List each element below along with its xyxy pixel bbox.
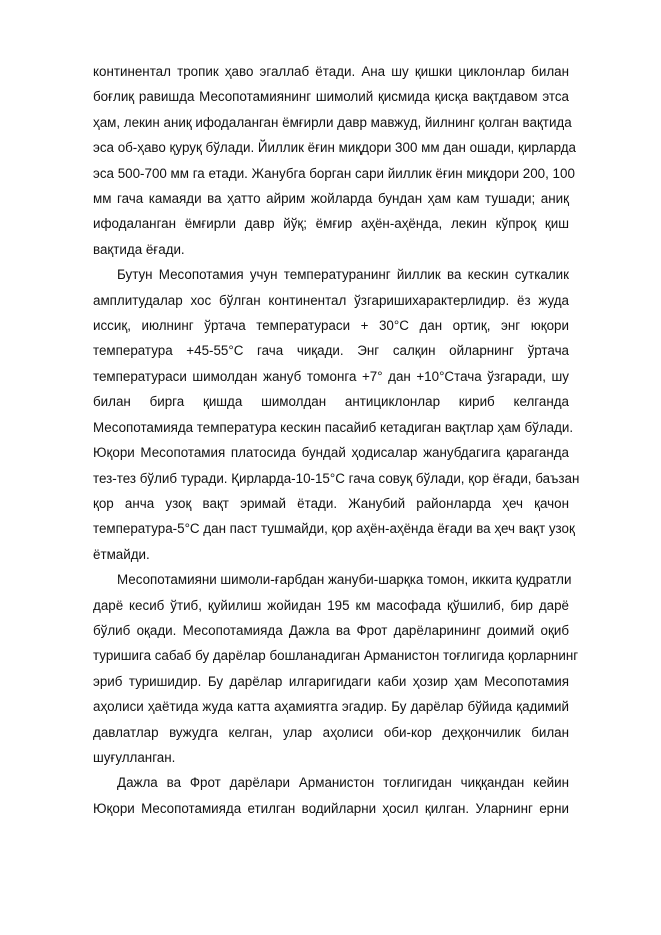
text-line: вақтида ёғади.	[93, 241, 185, 257]
text-line: дарё кесиб ўтиб, қуйилиш жойидан 195 км масофада қўшилиб, бир дарё	[93, 597, 569, 613]
text-line: шуғулланган.	[93, 749, 176, 765]
paragraph-3	[93, 567, 579, 770]
text-line: ифодаланган ёмғирли давр йўқ; ёмғир аҳён-аҳёнда, лекин кўпроқ қиш	[93, 216, 569, 232]
text-line: туришига сабаб бу дарёлар бошланадиган Арманистон тоғлигида қорларнинг	[93, 648, 579, 664]
text-line: Бутун Месопотамия учун температуранинг йиллик ва кескин суткалик	[117, 267, 569, 283]
text-line: Дажла ва Фрот дарёлари Арманистон тоғлигидан чиққандан кейин	[117, 775, 569, 791]
text-line: иссиқ, июлнинг ўртача температураси + 30°С дан ортиқ, энг юқори	[93, 318, 569, 334]
text-line: тез-тез бўлиб туради. Қирларда-10-15°С гача совуқ бўлади, қор ёғади, баъзан	[93, 470, 580, 486]
text-line: температура +45-55°С гача чиқади. Энг салқин ойларнинг ўртача	[93, 343, 569, 359]
text-line: давлатлар вужудга келган, улар аҳолиси оби-кор деҳқончилик билан	[93, 724, 569, 740]
text-line: амплитудалар хос бўлган континентал ўзгаришихарактерлидир. ёз жуда	[93, 292, 569, 308]
paragraph-4	[93, 770, 569, 821]
paragraph-2	[93, 262, 580, 567]
text-line: ҳам, лекин аниқ ифодаланган ёмғирли давр мавжуд, йилнинг қолган вақтида	[93, 114, 572, 130]
text-line: билан бирга қишда шимолдан антициклонлар кириб келганда	[93, 394, 569, 410]
text-line: қор анча узоқ вақт эримай ётади. Жанубий районларда ҳеч қачон	[93, 495, 569, 511]
text-line: температураси шимолдан жануб томонга +7° дан +10°Стача ўзгаради, шу	[93, 368, 569, 384]
text-line: температура-5°С дан паст тушмайди, қор аҳён-аҳёнда ёғади ва ҳеч вақт узоқ	[93, 521, 575, 537]
paragraph-1	[93, 59, 576, 262]
text-line: аҳолиси ҳаётида жуда катта аҳамиятга эгадир. Бу дарёлар бўйида қадимий	[93, 699, 569, 715]
text-line: мм гача камаяди ва ҳатто айрим жойларда бундан ҳам кам тушади; аниқ	[93, 191, 569, 207]
text-line: эса 500-700 мм га етади. Жанубга борган сари йиллик ёғин миқдори 200, 100	[93, 165, 575, 181]
text-line: Месопотамияни шимоли-ғарбдан жануби-шарқка томон, иккита қудратли	[117, 572, 572, 588]
text-line: континентал тропик ҳаво эгаллаб ётади. Ана шу қишки циклонлар билан	[93, 64, 569, 79]
text-line: боғлиқ равишда Месопотамиянинг шимолий қисмида қисқа вақтдавом этса	[93, 89, 569, 105]
text-line: эриб туришидир. Бу дарёлар илгаригидаги каби ҳозир ҳам Месопотамия	[93, 673, 569, 689]
text-line: Месопотамияда температура кескин пасайиб кетадиган вақтлар ҳам бўлади.	[93, 419, 574, 435]
text-line: Юқори Месопотамия платосида бундай ҳодисалар жанубдагига қараганда	[93, 445, 569, 461]
document-page	[93, 59, 580, 821]
text-line: Юқори Месопотамияда етилган водийларни ҳосил қилган. Уларнинг ерни	[93, 800, 569, 816]
text-line: эса об-ҳаво қуруқ бўлади. Йиллик ёғин миқдори 300 мм дан ошади, қирларда	[93, 140, 576, 156]
text-line: ётмайди.	[93, 546, 150, 562]
text-line: бўлиб оқади. Месопотамияда Дажла ва Фрот дарёларининг доимий оқиб	[93, 622, 569, 638]
